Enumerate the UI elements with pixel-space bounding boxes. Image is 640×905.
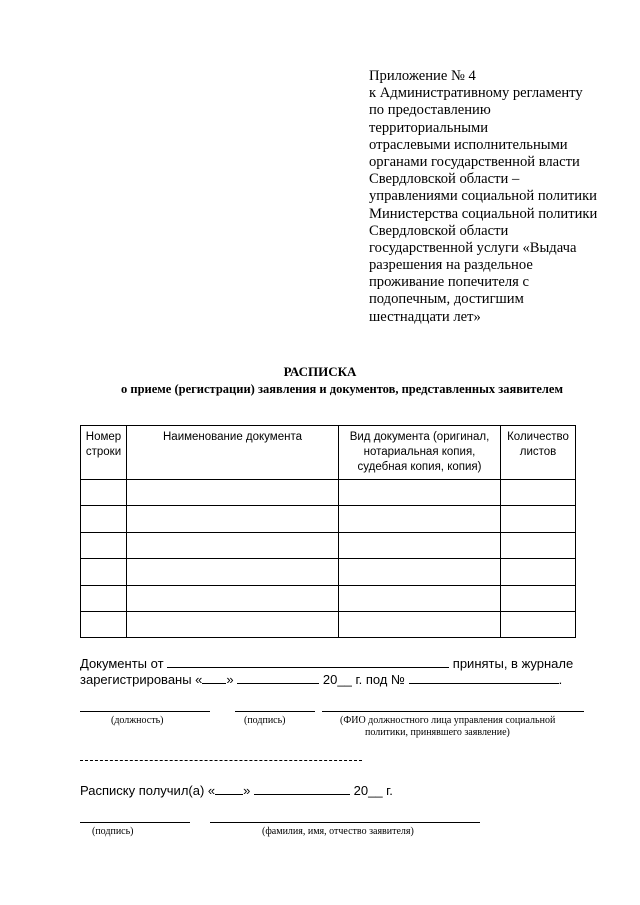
- receipt-line: [80, 782, 393, 798]
- table-cell[interactable]: [81, 611, 127, 637]
- cut-line: [80, 760, 362, 761]
- registered-line: [80, 671, 562, 687]
- appendix-line: подопечным, достигшим: [369, 291, 524, 308]
- appendix-line: управлениями социальной политики: [369, 188, 597, 205]
- table-cell[interactable]: [81, 585, 127, 611]
- appendix-line: органами государственной власти: [369, 153, 580, 170]
- table-cell[interactable]: [81, 532, 127, 558]
- table-cell[interactable]: [501, 559, 576, 585]
- registered-day-field[interactable]: [202, 671, 226, 684]
- quote-close: »: [226, 672, 234, 687]
- table-cell[interactable]: [81, 480, 127, 506]
- table-cell[interactable]: [127, 585, 339, 611]
- table-cell[interactable]: [339, 559, 501, 585]
- appendix-line: проживание попечителя с: [369, 274, 530, 291]
- header-row-number: Номер строки: [81, 426, 127, 480]
- caption-signature-2: (подпись): [92, 826, 134, 837]
- table-row: [81, 506, 576, 532]
- table-cell[interactable]: [501, 532, 576, 558]
- table-row: [81, 585, 576, 611]
- caption-official-name-1: (ФИО должностного лица управления социальной: [340, 715, 556, 726]
- accepted-label: приняты, в журнале: [452, 656, 574, 671]
- official-name-field[interactable]: [322, 711, 584, 712]
- appendix-line: шестнадцати лет»: [369, 308, 481, 325]
- header-document-name: Наименование документа: [127, 426, 339, 480]
- table-cell[interactable]: [501, 585, 576, 611]
- receipt-month-field[interactable]: [254, 782, 350, 795]
- appendix-line: разрешения на раздельное: [369, 257, 533, 274]
- table-cell[interactable]: [501, 480, 576, 506]
- table-cell[interactable]: [339, 585, 501, 611]
- table-cell[interactable]: [127, 611, 339, 637]
- applicant-name-field[interactable]: [210, 822, 480, 823]
- table-cell[interactable]: [127, 559, 339, 585]
- period: .: [558, 672, 563, 687]
- table-row: [81, 480, 576, 506]
- docs-from-line: [80, 655, 573, 671]
- registered-year-label: 20__ г. под №: [322, 672, 405, 687]
- receipt-label: Расписку получил(а) «: [80, 783, 216, 798]
- table-header-row: [81, 426, 576, 480]
- table-cell[interactable]: [339, 480, 501, 506]
- appendix-line: Приложение № 4: [369, 68, 476, 84]
- documents-table: [80, 425, 576, 638]
- appendix-line: к Административному регламенту: [369, 85, 583, 102]
- document-title: РАСПИСКА: [283, 364, 357, 379]
- appendix-line: государственной услуги «Выдача: [369, 239, 577, 256]
- caption-applicant-name: (фамилия, имя, отчество заявителя): [262, 826, 414, 837]
- caption-position: (должность): [111, 715, 164, 726]
- table-cell[interactable]: [127, 532, 339, 558]
- header-sheet-count: Количество листов: [501, 426, 576, 480]
- appendix-line: по предоставлению: [369, 102, 491, 119]
- table-cell[interactable]: [127, 480, 339, 506]
- docs-from-label: Документы от: [80, 656, 164, 671]
- table-cell[interactable]: [501, 506, 576, 532]
- table-cell[interactable]: [339, 611, 501, 637]
- header-document-type: Вид документа (оригинал, нотариальная копия, судебная копия, копия): [339, 426, 501, 480]
- official-signature-field[interactable]: [235, 711, 315, 712]
- appendix-line: отраслевыми исполнительными: [369, 136, 568, 153]
- table-cell[interactable]: [81, 506, 127, 532]
- table-cell[interactable]: [339, 506, 501, 532]
- registered-month-field[interactable]: [237, 671, 319, 684]
- table-row: [81, 611, 576, 637]
- appendix-line: Свердловской области: [369, 222, 509, 239]
- table-cell[interactable]: [127, 506, 339, 532]
- table-row: [81, 559, 576, 585]
- table-cell[interactable]: [339, 532, 501, 558]
- receipt-year-label: 20__ г.: [353, 783, 393, 798]
- caption-official-name-2: политики, принявшего заявление): [365, 727, 510, 738]
- registered-label: зарегистрированы «: [80, 672, 203, 687]
- registration-number-field[interactable]: [409, 671, 559, 684]
- appendix-block: [369, 68, 634, 326]
- quote-close: »: [243, 783, 251, 798]
- applicant-signature-field[interactable]: [80, 822, 190, 823]
- document-subtitle: о приеме (регистрации) заявления и документов, представленных заявителем: [121, 382, 563, 396]
- receipt-day-field[interactable]: [215, 782, 243, 795]
- position-field[interactable]: [80, 711, 210, 712]
- table-cell[interactable]: [81, 559, 127, 585]
- appendix-line: территориальными: [369, 119, 489, 136]
- appendix-line: Министерства социальной политики: [369, 205, 598, 222]
- caption-signature: (подпись): [244, 715, 286, 726]
- appendix-line: Свердловской области –: [369, 171, 520, 188]
- table-cell[interactable]: [501, 611, 576, 637]
- table-row: [81, 532, 576, 558]
- docs-from-field[interactable]: [167, 655, 449, 668]
